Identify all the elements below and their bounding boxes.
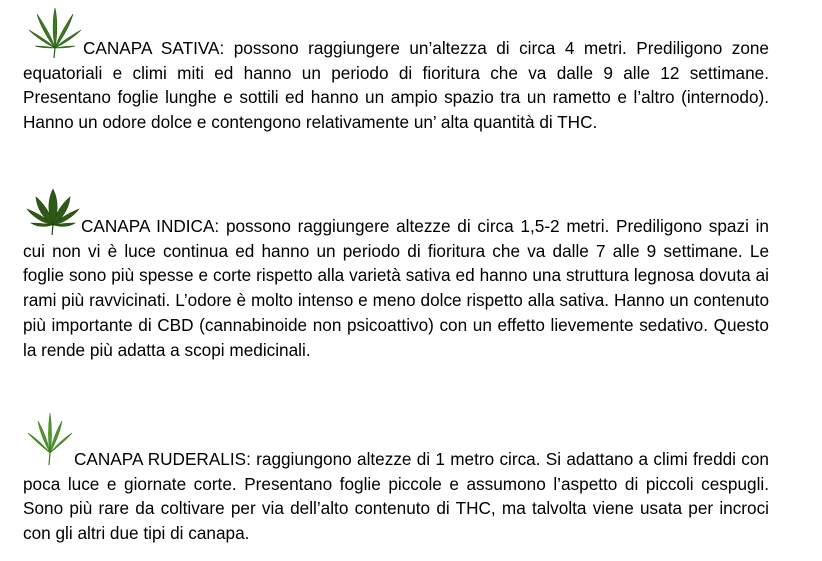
section-sativa-text: CANAPA SATIVA: possono raggiungere un’altezza di circa 4 metri. Prediligono zone equatoriali e climi miti ed hanno un periodo di fioritura che va dalle 9 alle 12 settimane. Presentano foglie lunghe e sottili ed hanno un ampio spazio tra un rametto e l’altro (internodo). Hanno un odore dolce e contengono relativamente un’ alta quantità di THC. xyxy=(23,38,769,133)
cannabis-leaf-icon xyxy=(25,187,81,235)
section-ruderalis xyxy=(23,411,769,546)
section-ruderalis-text: CANAPA RUDERALIS: raggiungono altezze di 1 metro circa. Si adattano a climi freddi con poca luce e giornate corte. Presentano foglie piccole e assumono l’aspetto di piccoli cespugli. Sono più rare da coltivare per via dell’alto contenuto di THC, ma talvolta viene usata per incroci con gli altri due tipi di canapa. xyxy=(23,449,769,544)
cannabis-leaf-icon xyxy=(26,411,74,465)
section-sativa xyxy=(23,6,769,135)
section-indica-text: CANAPA INDICA: possono raggiungere altezze di circa 1,5-2 metri. Prediligono spazi in cui non vi è luce continua ed hanno un periodo di fioritura che va dalle 7 alle 9 settimane. Le foglie sono più spesse e corte rispetto alla varietà sativa ed hanno una struttura legnosa dovuta ai rami più ravvicinati. L’odore è molto intenso e meno dolce rispetto alla sativa. Hanno un contenuto più importante di CBD (cannabinoide non psicoattivo) con un effetto lievemente sedativo. Questo la rende più adatta a scopi medicinali. xyxy=(23,216,769,360)
section-indica xyxy=(23,187,769,362)
cannabis-leaf-icon xyxy=(27,6,83,58)
